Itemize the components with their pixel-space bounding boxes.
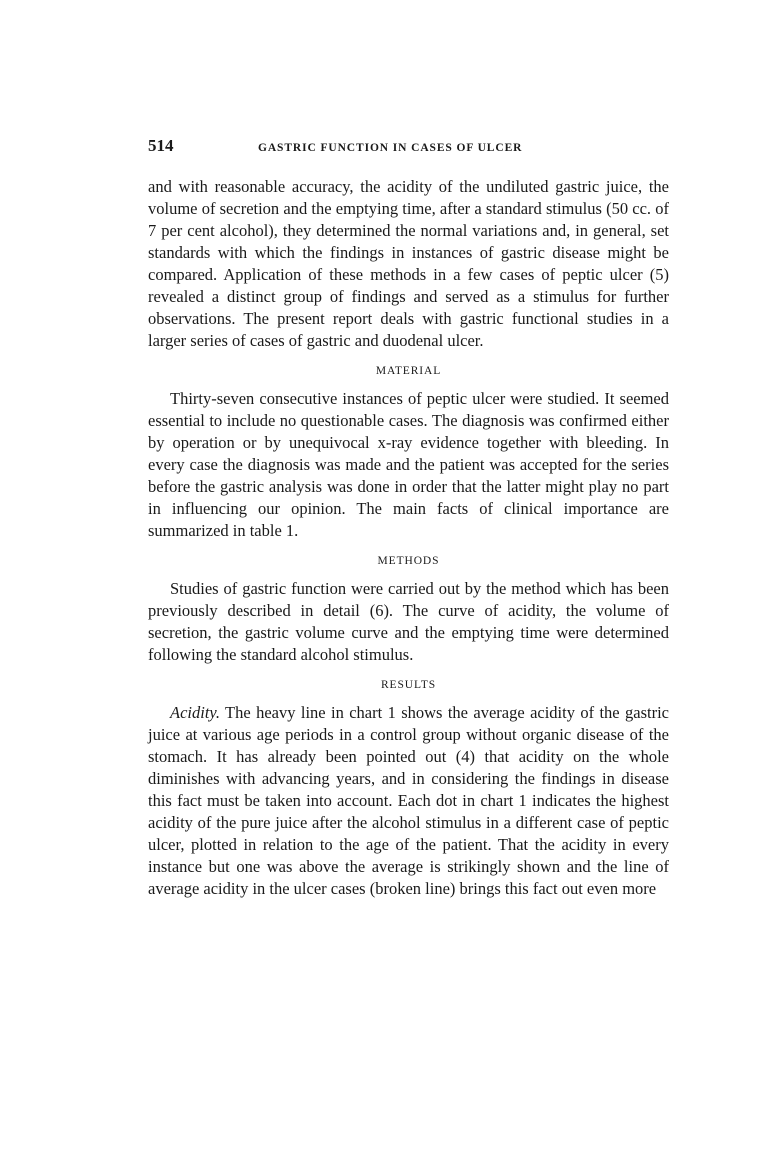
- page-header: [148, 132, 669, 162]
- material-paragraph: Thirty-seven consecutive instances of peptic ulcer were studied. It seemed essential to include no questionable cases. The diagnosis was confirmed either by operation or by unequivocal x-ray evidence together with bleeding. In every case the diagnosis was made and the patient was accepted for the series before the gastric analysis was done in order that the latter might play no part in influencing our opinion. The main facts of clinical importance are summarized in table 1.: [148, 389, 669, 540]
- results-heading: RESULTS: [380, 679, 437, 691]
- results-paragraph: [148, 702, 669, 900]
- acidity-run-in: Acidity.: [170, 703, 220, 722]
- page-number: 514: [148, 136, 174, 155]
- intro-paragraph: and with reasonable accuracy, the acidity of the undiluted gastric juice, the volume of secretion and the emptying time, after a standard stimulus (50 cc. of 7 per cent alcohol), they determined the normal variations and, in general, set standards with which the findings in instances of gastric disease might be compared. Application of these methods in a few cases of peptic ulcer (5) revealed a distinct group of findings and served as a stimulus for further observations. The present report deals with gastric functional studies in a larger series of cases of gastric and duodenal ulcer.: [148, 177, 669, 350]
- material-heading: MATERIAL: [375, 365, 442, 377]
- page: [148, 132, 669, 900]
- methods-heading: METHODS: [377, 555, 440, 567]
- results-text: The heavy line in chart 1 shows the average acidity of the gastric juice at various age periods in a control group without organic disease of the stomach. It has already been pointed out (4) that acidity on the whole diminishes with advancing years, and in considering the findings in disease this fact must be taken into account. Each dot in chart 1 indicates the highest acidity of the pure juice after the alcohol stimulus in a different case of peptic ulcer, plotted in relation to the age of the patient. That the acidity in every instance but one was above the average is strikingly shown and the line of average acidity in the ulcer cases (broken line) brings this fact out even more: [148, 703, 670, 898]
- methods-paragraph: Studies of gastric function were carried out by the method which has been previously described in detail (6). The curve of acidity, the volume of secretion, the gastric volume curve and the emptying time were determined following the standard alcohol stimulus.: [148, 579, 669, 664]
- running-head: GASTRIC FUNCTION IN CASES OF ULCER: [258, 142, 523, 154]
